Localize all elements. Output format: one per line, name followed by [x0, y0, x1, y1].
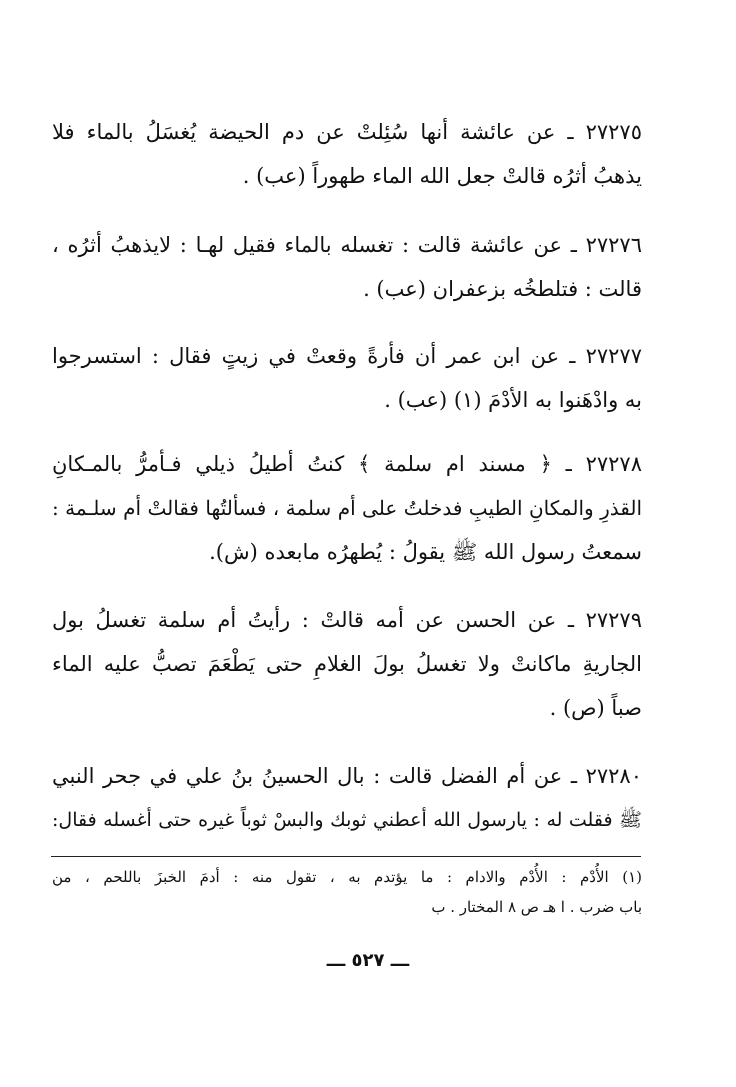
hadith-line: ٢٧٢٨٠ ـ عن أم الفضل قالت : بال الحسينُ بنُ علي في جحر النبي — [52, 764, 642, 788]
hadith-27275 — [52, 110, 642, 198]
hadith-line: سمعتُ رسول الله ﷺ يقولُ : يُطهرُه مابعده (ش). — [209, 540, 642, 564]
hadith-line: ٢٧٢٧٨ ـ ﴿ مسند ام سلمة ﴾ كنتُ أطيلُ ذيلي فـأمرُّ بالمـكانِ — [52, 452, 642, 476]
hadith-line: صباً (ص) . — [549, 696, 642, 720]
hadith-line: يذهبُ أثرُه قالتْ جعل الله الماء طهوراً (عب) . — [242, 164, 642, 188]
hadith-line: الجاريةِ ماكانتْ ولا تغسلُ بولَ الغلامِ حتى يَطْعَمَ تصبُّ عليه الماء — [52, 652, 642, 676]
footnote-line: باب ضرب . ا هـ ص ٨ المختار . ب — [431, 898, 642, 916]
hadith-27280 — [52, 754, 642, 842]
footnote-line: (١) الأُدْم : الأُدْم والادام : ما يؤتدم به ، تقول منه : أدمَ الخبزَ باللحم ، من — [52, 868, 642, 886]
hadith-27276 — [52, 223, 642, 311]
hadith-line: ٢٧٢٧٩ ـ عن الحسن عن أمه قالتْ : رأيتُ أم سلمة تغسلُ بول — [52, 608, 642, 632]
hadith-line: ﷺ فقلت له : يارسول الله أعطني ثوبك والبسْ ثوباً غيره حتى أغسله فقال: — [52, 809, 642, 831]
hadith-line: ٢٧٢٧٧ ـ عن ابن عمر أن فأرةً وقعتْ في زيتٍ فقال : استسرجوا — [52, 344, 642, 368]
hadith-27277 — [52, 334, 642, 422]
hadith-line: ٢٧٢٧٥ ـ عن عائشة أنها سُئِلتْ عن دم الحيضة يُغسَلُ بالماء فلا — [52, 120, 642, 144]
footnote — [52, 862, 642, 922]
hadith-line: ٢٧٢٧٦ ـ عن عائشة قالت : تغسله بالماء فقيل لهـا : لايذهبُ أثرُه ، — [52, 233, 642, 257]
hadith-27278 — [52, 442, 642, 574]
hadith-line: به وادْهَنوا به الأدْمَ (١) (عب) . — [384, 388, 642, 412]
page-number: ـــ ٥٢٧ ـــ — [326, 950, 410, 971]
hadith-27279 — [52, 598, 642, 730]
hadith-line: القذرِ والمكانِ الطيبِ فدخلتُ على أم سلمة ، فسألتُها فقالتْ أم سلـمة : — [52, 496, 642, 520]
hadith-line: قالت : فتلطخُه بزعفران (عب) . — [363, 277, 642, 301]
footnote-divider — [51, 856, 641, 857]
